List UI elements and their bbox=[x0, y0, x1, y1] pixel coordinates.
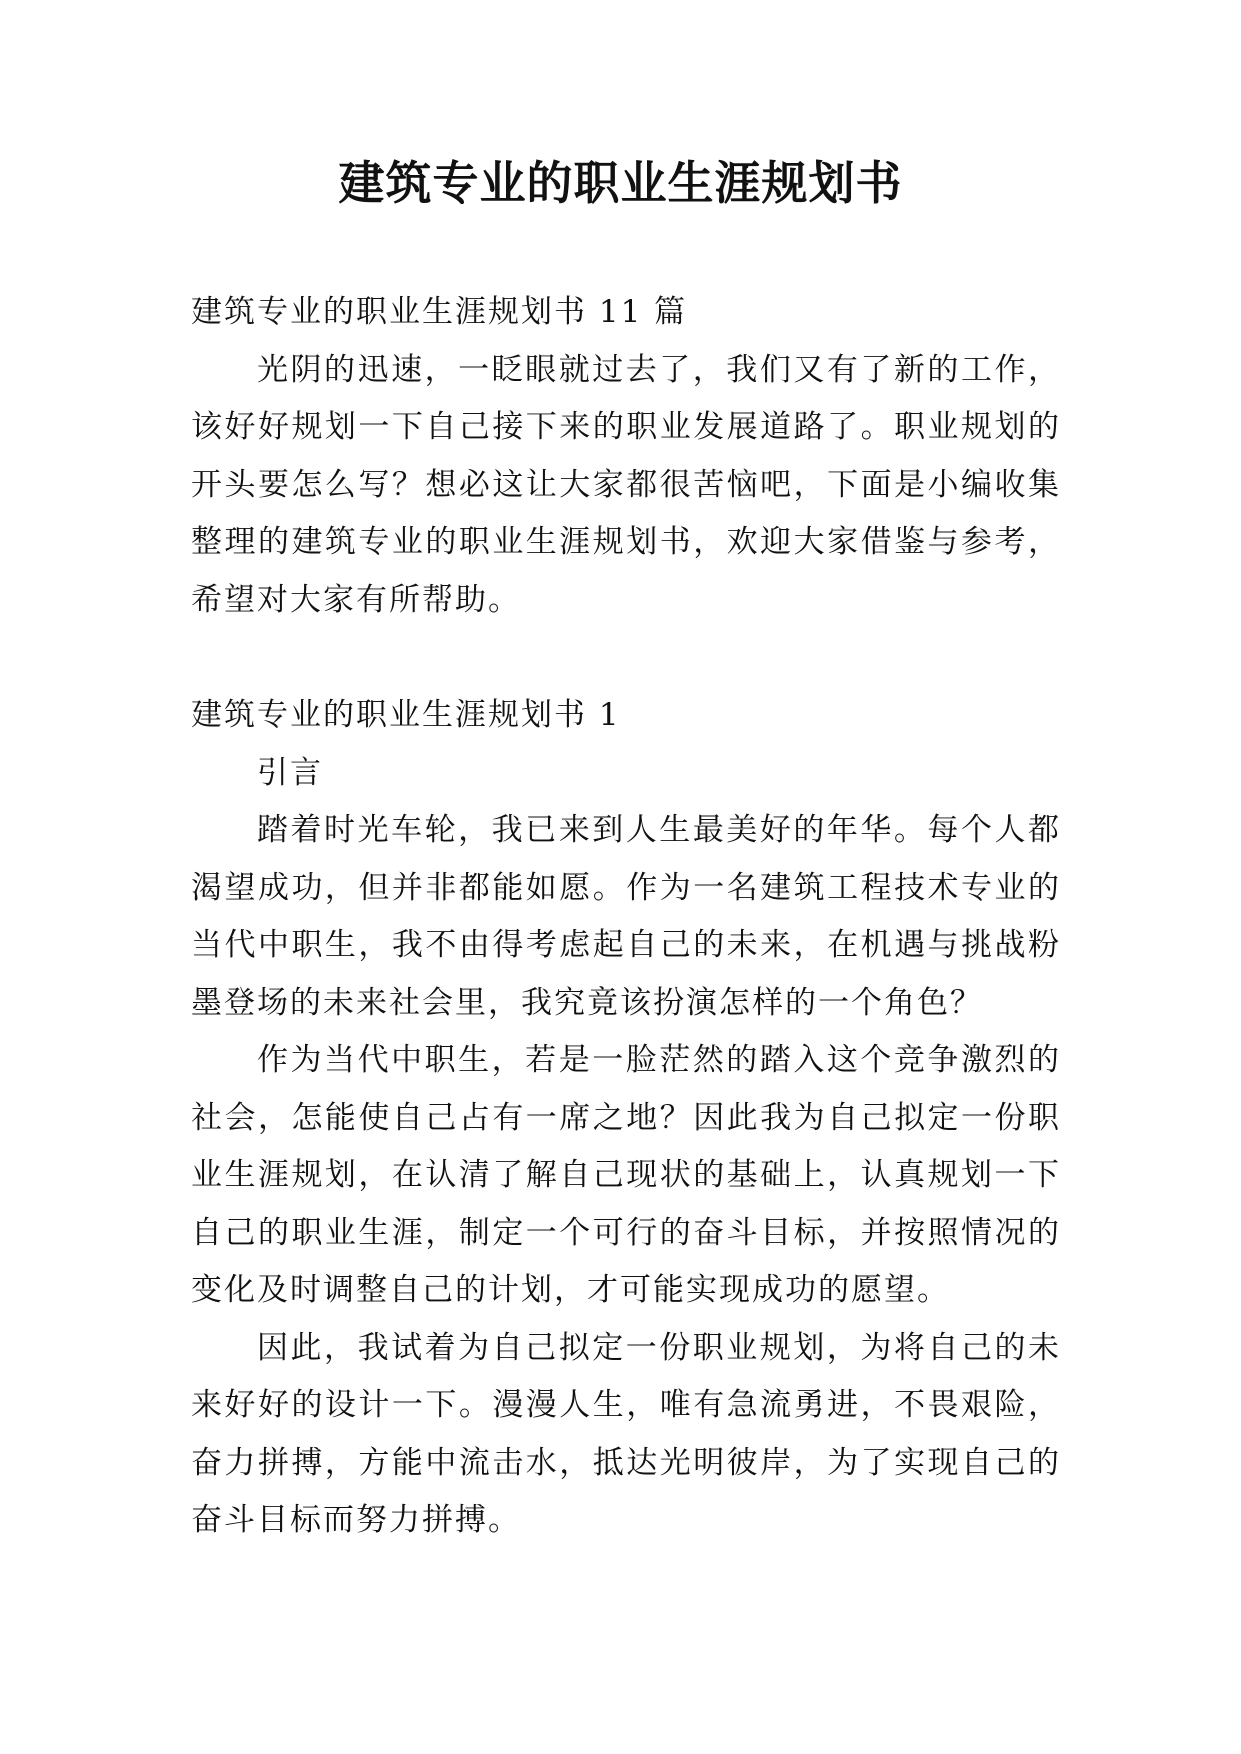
body-paragraph-1: 踏着时光车轮，我已来到人生最美好的年华。每个人都渴望成功，但并非都能如愿。作为一名建筑工程技术专业的当代中职生，我不由得考虑起自己的未来，在机遇与挑战粉墨登场的未来社会里，我究竟该扮演怎样的一个角色？ bbox=[191, 812, 1061, 1021]
section-label: 引言 bbox=[257, 754, 323, 791]
body-paragraph-3: 因此，我试着为自己拟定一份职业规划，为将自己的未来好好的设计一下。漫漫人生，唯有急流勇进，不畏艰险，奋力拼搏，方能中流击水，抵达光明彼岸，为了实现自己的奋斗目标而努力拼搏。 bbox=[191, 1329, 1061, 1538]
section-spacer bbox=[191, 629, 1061, 687]
body-paragraph-2: 作为当代中职生，若是一脸茫然的踏入这个竞争激烈的社会，怎能使自己占有一席之地？因此我为自己拟定一份职业生涯规划，在认清了解自己现状的基础上，认真规划一下自己的职业生涯，制定一个可行的奋斗目标，并按照情况的变化及时调整自己的计划，才可能实现成功的愿望。 bbox=[191, 1042, 1061, 1308]
document-subtitle: 建筑专业的职业生涯规划书 11 篇 bbox=[191, 294, 688, 330]
document-title: 建筑专业的职业生涯规划书 bbox=[338, 156, 903, 210]
document-body bbox=[191, 284, 1061, 1550]
section-heading: 建筑专业的职业生涯规划书 1 bbox=[191, 697, 621, 733]
intro-paragraph: 光阴的迅速，一眨眼就过去了，我们又有了新的工作，该好好规划一下自己接下来的职业发展道路了。职业规划的开头要怎么写？想必这让大家都很苦恼吧，下面是小编收集整理的建筑专业的职业生涯规划书，欢迎大家借鉴与参考，希望对大家有所帮助。 bbox=[191, 351, 1061, 618]
